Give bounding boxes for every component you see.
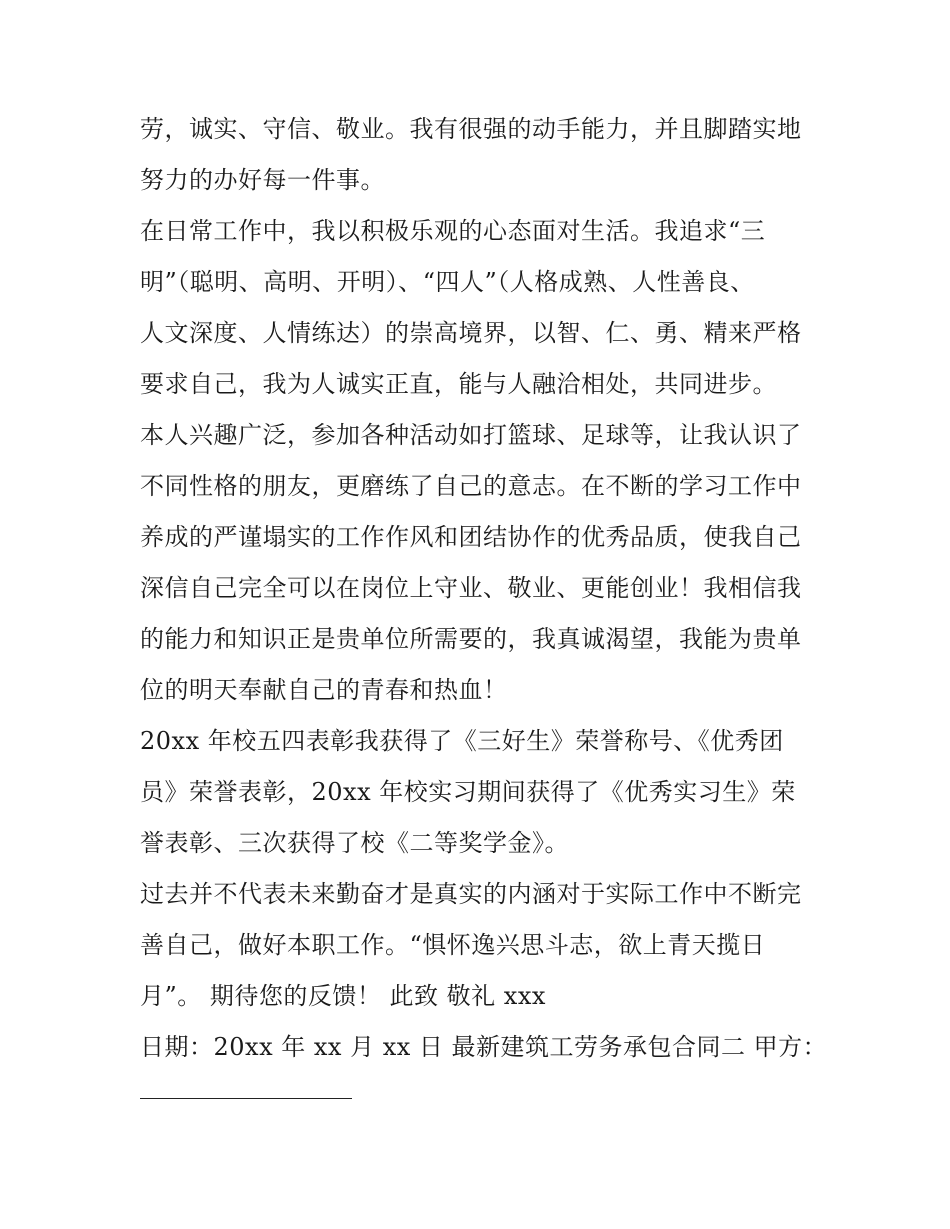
- text-line: 本人兴趣广泛，参加各种活动如打篮球、足球等，让我认识了: [140, 421, 802, 449]
- text-line: 善自己，做好本职工作。“惧怀逸兴思斗志，欲上青天揽日: [140, 931, 766, 959]
- text-line: 养成的严谨塌实的工作作风和团结协作的优秀品质，使我自己: [140, 523, 802, 551]
- text-line: 在日常工作中，我以积极乐观的心态面对生活。我追求“三: [140, 217, 766, 245]
- text-line: 要求自己，我为人诚实正直，能与人融洽相处，共同进步。: [140, 370, 777, 398]
- text-line: 深信自己完全可以在岗位上守业、敬业、更能创业！我相信我: [140, 574, 802, 602]
- text-line: 人文深度、人情练达）的崇高境界，以智、仁、勇、精来严格: [140, 319, 802, 347]
- text-line: 月”。 期待您的反馈！ 此致 敬礼 xxx: [140, 982, 546, 1010]
- text-line: 努力的办好每一件事。: [140, 166, 385, 194]
- text-line: 劳，诚实、守信、敬业。我有很强的动手能力，并且脚踏实地: [140, 115, 802, 143]
- blank-signature-line: [140, 1098, 352, 1099]
- text-line: 位的明天奉献自己的青春和热血！: [140, 676, 508, 704]
- document-body: [140, 104, 828, 1073]
- text-line: 20xx 年校五四表彰我获得了《三好生》荣誉称号、《优秀团: [140, 727, 784, 755]
- text-line: 不同性格的朋友，更磨练了自己的意志。在不断的学习工作中: [140, 472, 802, 500]
- text-line: 过去并不代表未来勤奋才是真实的内涵对于实际工作中不断完: [140, 880, 802, 908]
- text-line: 员》荣誉表彰，20xx 年校实习期间获得了《优秀实习生》荣: [140, 778, 796, 806]
- text-line: 明”（聪明、高明、开明）、“四人”（人格成熟、人性善良、: [140, 268, 755, 296]
- text-line: 日期：20xx 年 xx 月 xx 日 最新建筑工劳务承包合同二 甲方：: [140, 1033, 828, 1061]
- text-line: 的能力和知识正是贵单位所需要的，我真诚渴望，我能为贵单: [140, 625, 802, 653]
- text-line: 誉表彰、三次获得了校《二等奖学金》。: [140, 829, 569, 857]
